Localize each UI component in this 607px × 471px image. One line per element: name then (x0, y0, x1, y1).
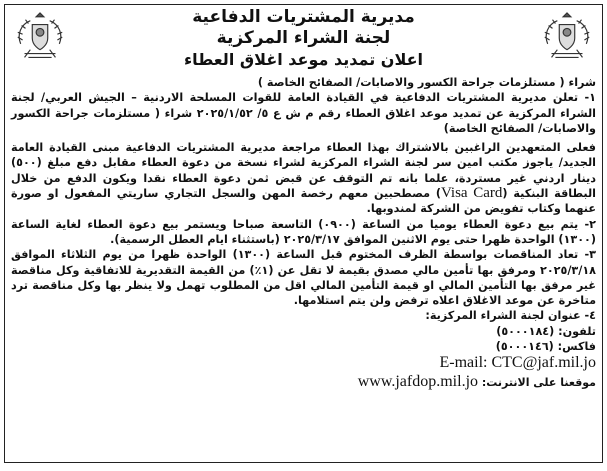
paragraph-1: ١- تعلن مديرية المشتريات الدفاعية في القيادة العامة للقوات المسلحة الاردنية – الجيش العربي/ لجنة الشراء المركزية عن تمديد موعد اغلاق العطاء رقم م ش ع ٥/ ٢٠٢٥/١/٥٢ شراء ( مستلزمات جراحة الكسور والاصابات/ الصفائح الخاصة) (11, 91, 597, 135)
email-address[interactable]: E-mail: CTC@jaf.mil.jo (439, 354, 596, 372)
address-heading: ٤- عنوان لجنة الشراء المركزية: (425, 309, 596, 323)
paragraph-4: ٣- تعاد المناقصات بواسطة الظرف المختوم قبل الساعة (١٣٠٠) الواحدة ظهرا من يوم الثلاثاء الموافق ٢٠٢٥/٣/١٨ ومرفق بها تأمين مالي مصدق بقيمة لا تقل عن (١٪) من القيمة التقديرية للاتفاقية وكل مناقصة غير مرفق بها التأمين المالي او قيمة التأمين المالي اقل من المطلوب تهمل ولا ينظر بها وكل مناقصة ترد متاخرة عن موعد الاغلاق اعلاه ترفض ولن يتم استلامها. (11, 248, 596, 308)
visa-card-text: Visa Card (441, 185, 503, 202)
paragraph-2-part1: فعلى المتعهدين الراغبين بالاشتراك بهذا العطاء مراجعة مديرية المشتريات الدفاعية مبنى القيادة العامة الجديد/ ياجوز مكتب امين سر لجنة الشراء المركزية لشراء نسخة من دعوة العطاء مقابل دفع مبلغ (٥٠٠) دينار اردني غير مستردة، علما بانه تم التوقف عن قبض ثمن دعوة العطاء نقدا ويكون الدفع من خلال البطاقة البنكية ( (11, 141, 596, 201)
advertisement-page (4, 4, 603, 463)
announcement-body (11, 75, 596, 393)
paragraph-2-part2: ) مصطحبين معهم رخصة المهن والسجل التجاري ساريتي المفعول او صورة عنهما وكتاب تفويض من الشركة لمندوبها. (11, 187, 596, 216)
paragraph-3: ٢- يتم بيع دعوة العطاء يوميا من الساعة (٠٩٠٠) التاسعة صباحا ويستمر بيع دعوة العطاء لغاية الساعة (١٣٠٠) الواحدة ظهرا حتى يوم الاثنين الموافق ٢٠٢٥/٣/١٧ (باستثناء ايام العطل الرسمية). (11, 217, 596, 246)
tender-subject: شراء ( مستلزمات جراحة الكسور والاصابات/ الصفائح الخاصة ) (257, 76, 596, 89)
announcement-title: اعلان تمديد موعد اغلاق العطاء (184, 50, 423, 69)
website-link[interactable]: www.jafdop.mil.jo (357, 373, 479, 391)
fax-number: فاكس: (٥٠٠٠١٤٦) (495, 340, 596, 354)
paragraph-2 (11, 140, 596, 216)
header (75, 7, 532, 70)
committee-title: لجنة الشراء المركزية (216, 28, 391, 48)
armed-forces-emblem-icon (538, 11, 596, 69)
website-label: موقعنا على الانترنت: (481, 376, 596, 390)
phone-number: تلفون: (٥٠٠٠١٨٤) (496, 324, 596, 338)
directorate-title: مديرية المشتريات الدفاعية (192, 7, 415, 27)
armed-forces-emblem-icon (11, 11, 69, 69)
website-row (11, 372, 596, 393)
